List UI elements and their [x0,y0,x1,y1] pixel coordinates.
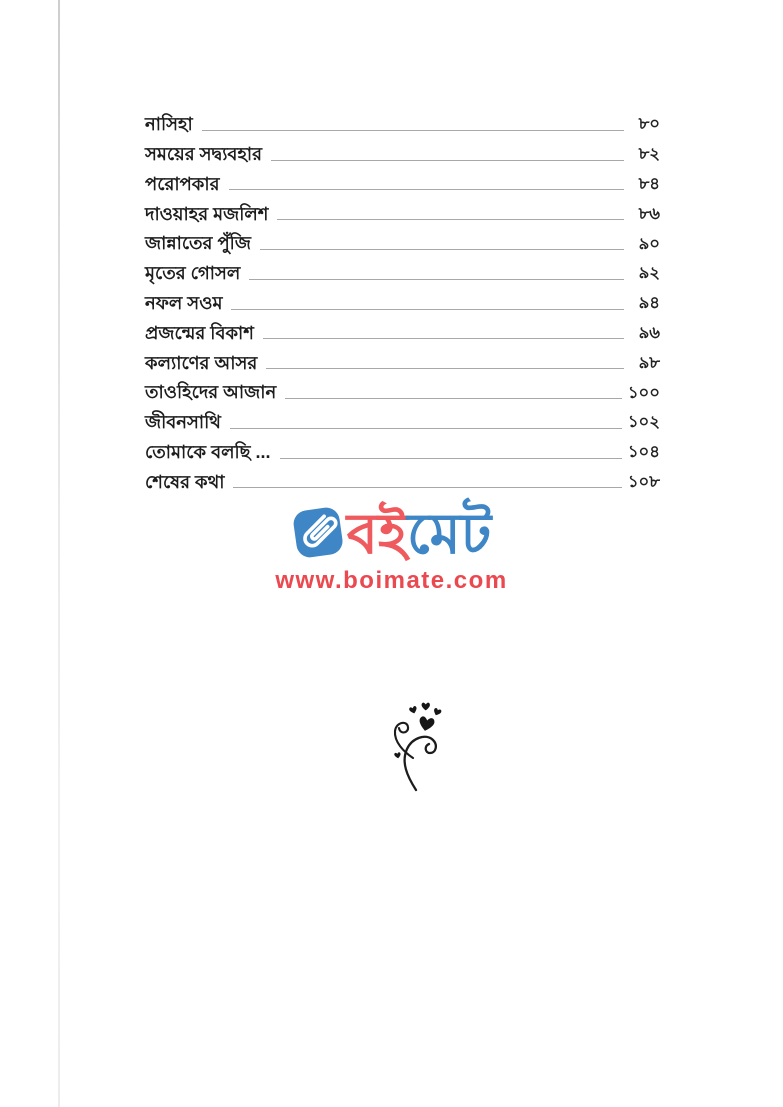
leader-line [266,368,624,369]
toc-entry-title: জীবনসাথি [145,412,221,433]
toc-entry-row [145,136,660,166]
floral-flourish-icon [386,702,448,792]
boimate-watermark [0,503,783,595]
toc-entry-row [145,404,660,434]
toc-entry-row [145,374,660,404]
toc-entry-title: কল্যাণের আসর [145,352,258,373]
toc-entry-title: নফল সওম [145,293,223,314]
toc-entry-row [145,285,660,315]
toc-entry-title: দাওয়াহর মজলিশ [145,203,269,224]
toc-entry-row [145,434,660,464]
leader-line [202,130,624,131]
toc-entry-row [145,166,660,196]
leader-line [230,428,622,429]
toc-entry-row [145,255,660,285]
toc-entry-title: পরোপকার [145,173,220,194]
leader-line [260,249,624,250]
toc-entry-row [145,195,660,225]
leader-line [285,398,622,399]
toc-entry-title: তাওহিদের আজান [145,382,277,403]
toc-entry-row [145,315,660,345]
toc-entry-page-number: ১০৪ [627,443,660,462]
paperclip-icon [292,503,344,566]
toc-entry-page-number: ৯০ [638,234,660,253]
toc-entry-title: শেষের কথা [145,471,225,492]
toc-entry-page-number: ৮২ [638,145,660,164]
toc-entry-title: মৃতের গোসল [145,263,241,284]
leader-line [229,189,624,190]
leader-line [280,458,622,459]
toc-entry-page-number: ৯৪ [638,294,660,313]
toc-entry-page-number: ১০২ [627,413,660,432]
toc-entry-row [145,464,660,494]
table-of-contents [145,106,660,493]
toc-entry-page-number: ৯৮ [638,353,660,372]
toc-entry-page-number: ১০০ [627,383,660,402]
toc-entry-row [145,106,660,136]
brand-text-part1: বই [346,502,408,566]
toc-entry-title: প্রজন্মের বিকাশ [145,322,254,343]
leader-line [277,219,624,220]
toc-entry-row [145,225,660,255]
leader-line [249,279,624,280]
website-url: www.boimate.com [275,567,508,594]
leader-line [233,487,621,488]
leader-line [271,160,624,161]
leader-line [231,309,624,310]
toc-entry-page-number: ৮০ [638,115,660,134]
brand-text-part2: মেট [407,502,492,566]
toc-entry-page-number: ৮৪ [638,174,660,193]
toc-entry-title: জান্নাতের পুঁজি [145,233,251,254]
toc-entry-title: তোমাকে বলছি ... [145,442,271,463]
toc-entry-title: নাসিহা [145,114,193,135]
brand-text [347,503,491,566]
toc-entry-title: সময়ের সদ্ব্যবহার [145,144,263,165]
toc-entry-page-number: ৯২ [638,264,660,283]
toc-entry-page-number: ৯৬ [638,323,660,342]
toc-entry-page-number: ৮৬ [638,204,660,223]
toc-entry-page-number: ১০৮ [627,472,660,491]
toc-entry-row [145,344,660,374]
boimate-logo-row [292,503,491,566]
leader-line [263,338,624,339]
